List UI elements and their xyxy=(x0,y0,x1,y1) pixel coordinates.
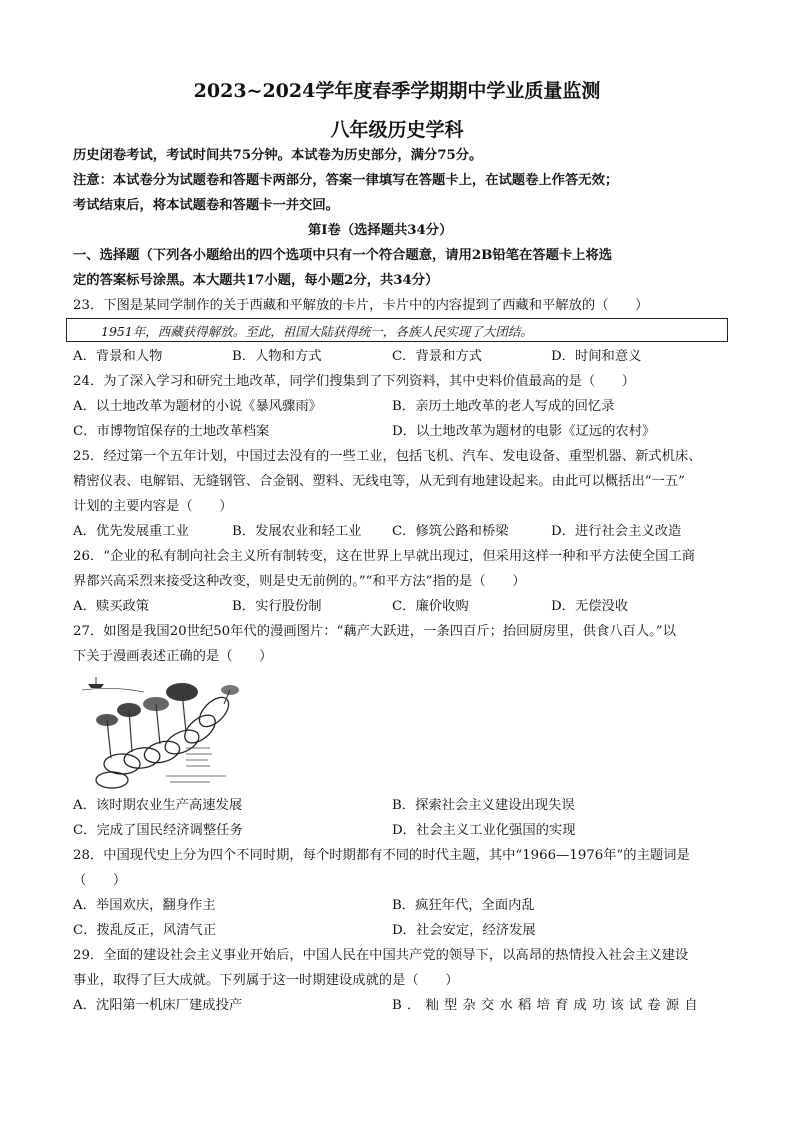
lotus-root-cartoon-image xyxy=(74,672,242,794)
section-title: 第Ⅰ卷（选择题共34分） xyxy=(308,223,453,238)
intro-line-3: 考试结束后，将本试题卷和答题卡一并交回。 xyxy=(73,198,339,213)
q27-stem-2: 下关于漫画表述正确的是（ ） xyxy=(73,649,273,664)
q28-option-b: B．疯狂年代，全面内乱 xyxy=(392,898,535,913)
q25-stem-3: 计划的主要内容是（ ） xyxy=(73,499,233,514)
q25-option-d: D．进行社会主义改造 xyxy=(551,524,682,539)
section-instruction-1: 一、选择题（下列各小题给出的四个选项中只有一个符合题意，请用2B铅笔在答题卡上将选 xyxy=(73,248,613,263)
q27-option-c: C．完成了国民经济调整任务 xyxy=(73,823,243,838)
q29-stem-2: 事业，取得了巨大成就。下列属于这一时期建设成就的是（ ） xyxy=(73,973,459,988)
q25-option-a: A．优先发展重工业 xyxy=(73,524,189,539)
q26-option-a: A．赎买政策 xyxy=(73,599,150,614)
q27-option-a: A．该时期农业生产高速发展 xyxy=(73,798,243,813)
q29-option-a: A．沈阳第一机床厂建成投产 xyxy=(73,998,243,1013)
q23-option-c: C．背景和方式 xyxy=(392,349,482,364)
q23-option-b: B．人物和方式 xyxy=(232,349,322,364)
intro-line-1: 历史闭卷考试，考试时间共75分钟。本试卷为历史部分，满分75分。 xyxy=(73,148,483,163)
q28-stem-1: 28．中国现代史上分为四个不同时期，每个时期都有不同的时代主题，其中“1966—1976年”的主题词是 xyxy=(73,848,690,863)
q24-stem: 24．为了深入学习和研究土地改革，同学们搜集到了下列资料，其中史料价值最高的是（ ） xyxy=(73,374,636,389)
q27-option-b: B．探索社会主义建设出现失误 xyxy=(392,798,575,813)
q29-stem-1: 29．全面的建设社会主义事业开始后，中国人民在中国共产党的领导下，以高昂的热情投入社会主义建设 xyxy=(73,948,689,963)
exam-title: 2023~2024学年度春季学期期中学业质量监测 xyxy=(193,80,601,102)
q23-option-d: D．时间和意义 xyxy=(551,349,642,364)
q23-card-text: 1951年，西藏获得解放。至此，祖国大陆获得统一，各族人民实现了大团结。 xyxy=(101,324,533,339)
q28-option-a: A．举国欢庆，翻身作主 xyxy=(73,898,216,913)
q28-option-d: D．社会安定，经济发展 xyxy=(392,923,536,938)
q28-stem-2: （ ） xyxy=(73,873,127,888)
q26-option-d: D．无偿没收 xyxy=(551,599,629,614)
intro-line-2: 注意：本试卷分为试题卷和答题卡两部分，答案一律填写在答题卡上，在试题卷上作答无效； xyxy=(73,173,619,188)
q25-option-b: B．发展农业和轻工业 xyxy=(232,524,362,539)
q23-stem: 23．下图是某同学制作的关于西藏和平解放的卡片，卡片中的内容提到了西藏和平解放的（ ） xyxy=(73,298,649,313)
q23-option-a: A．背景和人物 xyxy=(73,349,163,364)
q26-stem-1: 26．“企业的私有制向社会主义所有制转变，这在世界上早就出现过，但采用这样一种和平方法使全国工商 xyxy=(73,549,696,564)
q28-option-c: C．拨乱反正，风清气正 xyxy=(73,923,217,938)
q29-option-b: B．籼型杂交水稻培育成功该试卷源自 xyxy=(392,998,703,1013)
q25-stem-1: 25．经过第一个五年计划，中国过去没有的一些工业，包括飞机、汽车、发电设备、重型机器、新式机床、 xyxy=(73,449,702,464)
q24-option-d: D．以土地改革为题材的电影《辽远的农村》 xyxy=(392,424,656,439)
q23-card xyxy=(66,318,728,342)
section-instruction-2: 定的答案标号涂黑。本大题共17小题，每小题2分，共34分） xyxy=(73,273,439,288)
q24-option-a: A．以土地改革为题材的小说《暴风骤雨》 xyxy=(73,399,322,414)
q26-option-b: B．实行股份制 xyxy=(232,599,322,614)
q26-option-c: C．廉价收购 xyxy=(392,599,469,614)
q26-stem-2: 界都兴高采烈来接受这种改变，则是史无前例的。”“和平方法”指的是（ ） xyxy=(73,574,526,589)
exam-subtitle: 八年级历史学科 xyxy=(330,119,464,141)
q27-stem-1: 27．如图是我国20世纪50年代的漫画图片：“藕产大跃进，一条四百斤；抬回厨房里，供食八百人。”以 xyxy=(73,624,676,639)
q24-option-b: B．亲历土地改革的老人写成的回忆录 xyxy=(392,399,615,414)
q25-option-c: C．修筑公路和桥梁 xyxy=(392,524,509,539)
q25-stem-2: 精密仪表、电解铝、无缝钢管、合金钢、塑料、无线电等，从无到有地建设起来。由此可以概括出“一五” xyxy=(73,474,685,489)
q24-option-c: C．市博物馆保存的土地改革档案 xyxy=(73,424,270,439)
q27-option-d: D．社会主义工业化强国的实现 xyxy=(392,823,576,838)
